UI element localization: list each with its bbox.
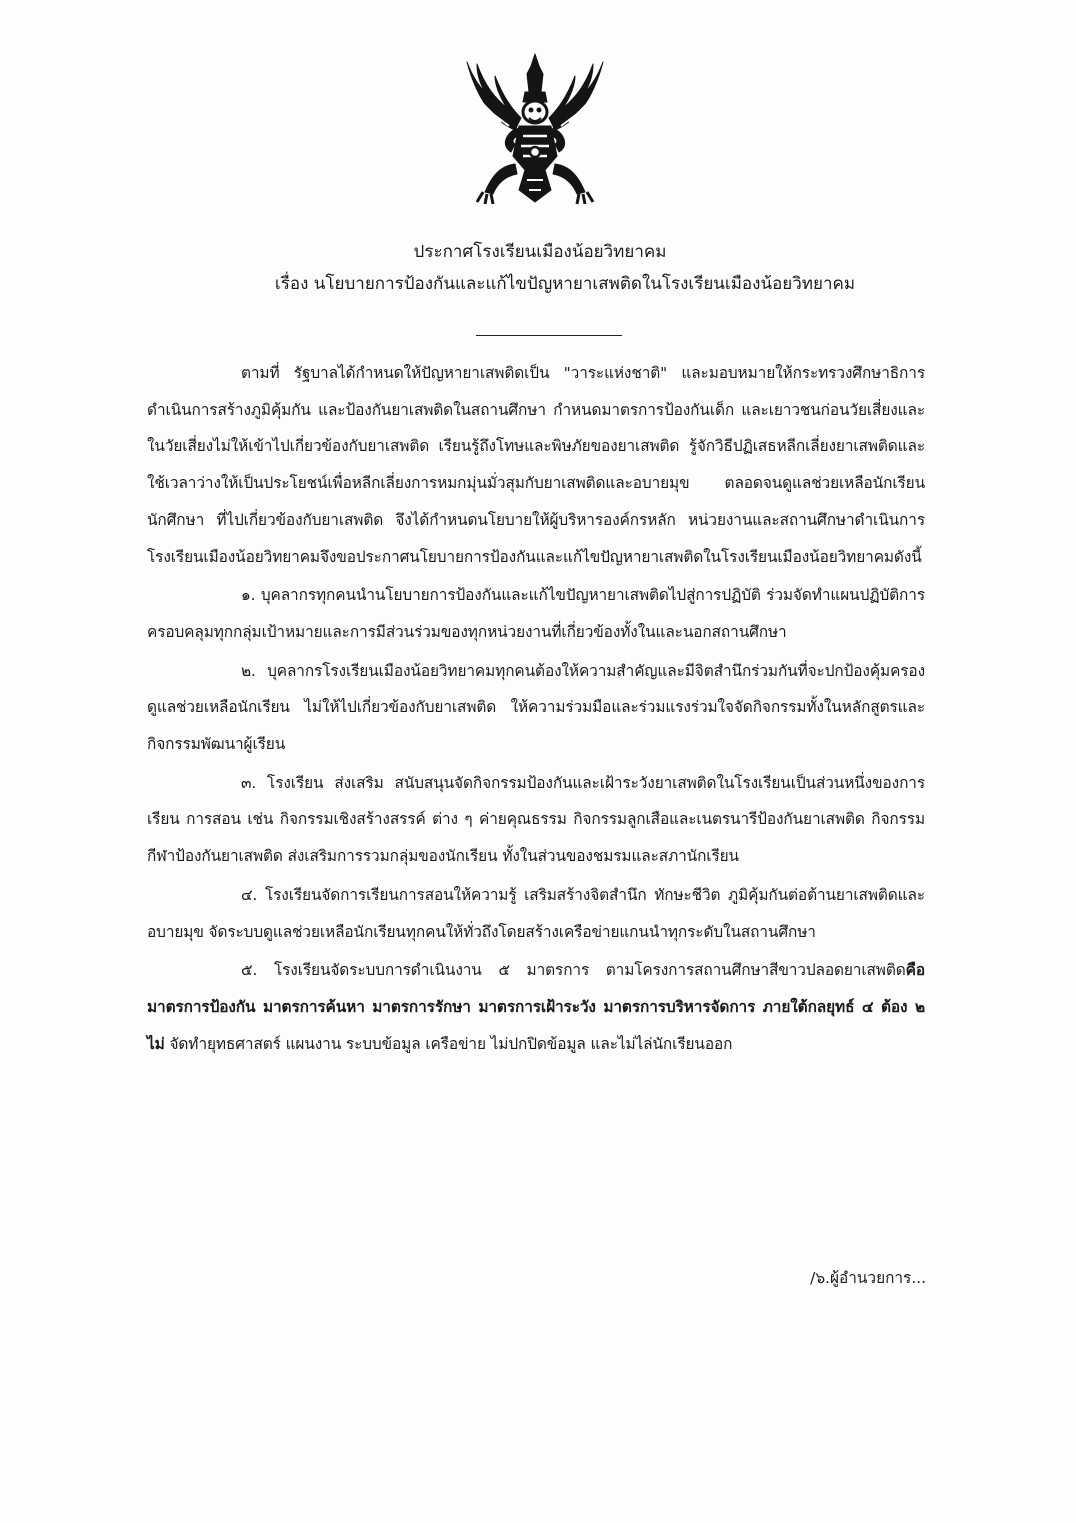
heading-divider [476,335,622,336]
document-body [147,355,925,1064]
intro-paragraph: ตามที่ รัฐบาลได้กำหนดให้ปัญหายาเสพติดเป็น "วาระแห่งชาติ" และมอบหมายให้กระทรวงศึกษาธิการดำเนินการสร้างภูมิคุ้มกัน และป้องกันยาเสพติดในสถานศึกษา กำหนดมาตรการป้องกันเด็ก และเยาวชนก่อนวัยเสี่ยงและในวัยเสี่ยงไม่ให้เข้าไปเกี่ยวข้องกับยาเสพติด เรียนรู้ถึงโทษและพิษภัยของยาเสพติด รู้จักวิธีปฏิเสธหลีกเลี่ยงยาเสพติดและใช้เวลาว่างให้เป็นประโยชน์เพื่อหลีกเลี่ยงการหมกมุ่นมั่วสุมกับยาเสพติดและอบายมุข ตลอดจนดูแลช่วยเหลือนักเรียน นักศึกษา ที่ไปเกี่ยวข้องกับยาเสพติด จึงได้กำหนดนโยบายให้ผู้บริหารองค์กรหลัก หน่วยงานและสถานศึกษาดำเนินการ โรงเรียนเมืองน้อยวิทยาคมจึงขอประกาศนโยบายการป้องกันและแก้ไขปัญหายาเสพติดในโรงเรียนเมืองน้อยวิทยาคมดังนี้ [147,364,925,566]
policy-item-5-measures: คือมาตรการป้องกัน มาตรการค้นหา มาตรการรักษา มาตรการเฝ้าระวัง มาตรการบริหารจัดการ ภายใต้กลยุทธ์ ๔ ต้อง ๒ ไม่ [147,961,925,1053]
document-heading [0,236,1076,300]
garuda-emblem-icon [455,52,615,210]
policy-item-5-tail: จัดทำยุทธศาสตร์ แผนงาน ระบบข้อมูล เครือข่าย ไม่ปกปิดข้อมูล และไม่ไล่นักเรียนออก [164,1034,733,1053]
subject-line: เรื่อง นโยบายการป้องกันและแก้ไขปัญหายาเสพติดในโรงเรียนเมืองน้อยวิทยาคม [274,274,856,294]
page-continuation: /๖.ผู้อำนวยการ... [810,1269,926,1287]
announcement-title: ประกาศโรงเรียนเมืองน้อยวิทยาคม [413,242,667,262]
policy-item-2: ๒. บุคลากรโรงเรียนเมืองน้อยวิทยาคมทุกคนต้องให้ความสำคัญและมีจิตสำนึกร่วมกันที่จะปกป้องคุ้มครองดูแลช่วยเหลือนักเรียน ไม่ให้ไปเกี่ยวข้องกับยาเสพติด ให้ความร่วมมือและร่วมแรงร่วมใจจัดกิจกรรมทั้งในหลักสูตรและกิจกรรมพัฒนาผู้เรียน [147,661,925,754]
policy-item-5 [147,952,925,1062]
policy-item-5-lead: ๕. โรงเรียนจัดระบบการดำเนินงาน ๕ มาตรการ ตามโครงการสถานศึกษาสีขาวปลอดยาเสพติด [241,961,906,980]
policy-item-1: ๑. บุคลากรทุกคนนำนโยบายการป้องกันและแก้ไขปัญหายาเสพติดไปสู่การปฏิบัติ ร่วมจัดทำแผนปฏิบัติการครอบคลุมทุกกลุ่มเป้าหมายและการมีส่วนร่วมของทุกหน่วยงานที่เกี่ยวข้องทั้งในและนอกสถานศึกษา [147,586,925,641]
policy-item-3: ๓. โรงเรียน ส่งเสริม สนับสนุนจัดกิจกรรมป้องกันและเฝ้าระวังยาเสพติดในโรงเรียนเป็นส่วนหนึ่งของการเรียน การสอน เช่น กิจกรรมเชิงสร้างสรรค์ ต่าง ๆ ค่ายคุณธรรม กิจกรรมลูกเสือและเนตรนารีป้องกันยาเสพติด กิจกรรมกีฬาป้องกันยาเสพติด ส่งเสริมการรวมกลุ่มของนักเรียน ทั้งในส่วนของชมรมและสภานักเรียน [147,773,925,866]
policy-item-4: ๔. โรงเรียนจัดการเรียนการสอนให้ความรู้ เสริมสร้างจิตสำนึก ทักษะชีวิต ภูมิคุ้มกันต่อต้านยาเสพติดและอบายมุข จัดระบบดูแลช่วยเหลือนักเรียนทุกคนให้ทั่วถึงโดยสร้างเครือข่ายแกนนำทุกระดับในสถานศึกษา [147,885,925,941]
